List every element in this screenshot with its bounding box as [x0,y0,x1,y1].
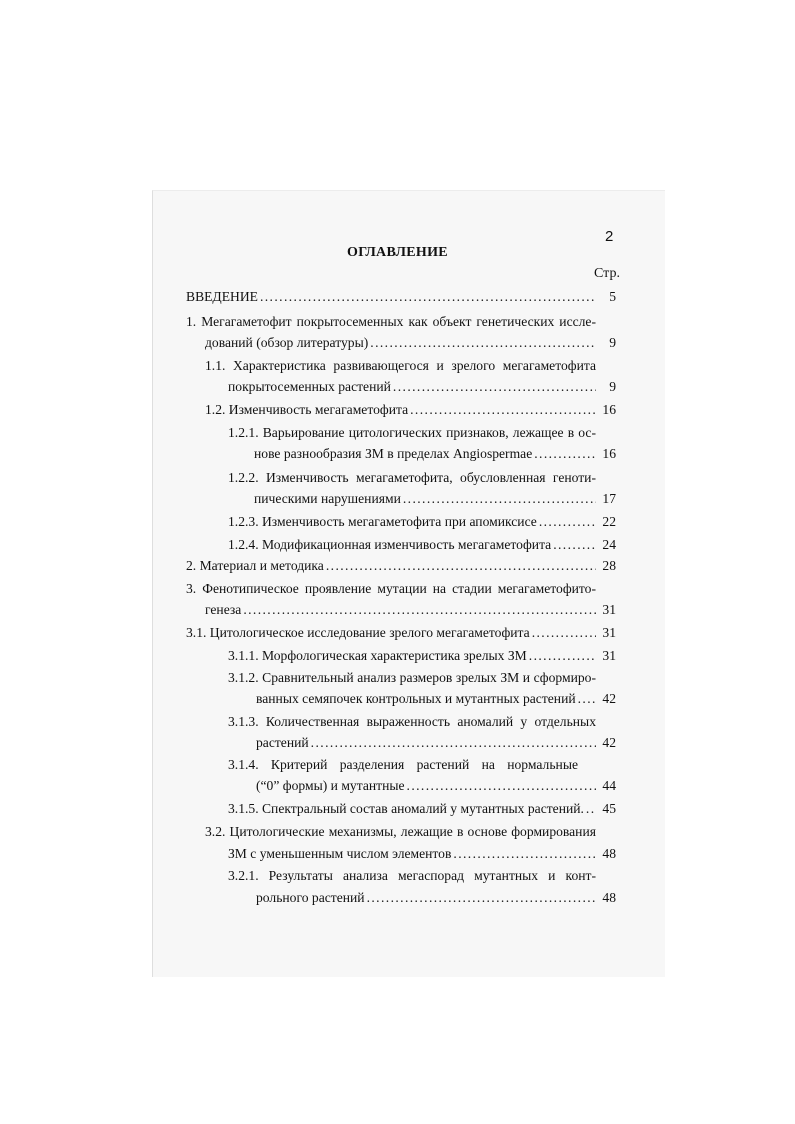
toc-entry-text: 3.1.5. Спектральный состав аномалий у мутантных растений. [228,801,584,816]
leader-dots [391,377,596,397]
toc-entry-s3-1-5[interactable] [228,799,616,819]
toc-entry-page: 9 [609,335,616,350]
toc-entry-page: 42 [602,735,616,750]
leader-dots [405,776,596,796]
leader-dots [365,888,596,908]
leader-dots [408,400,596,420]
leader-dots [258,287,596,307]
page-number: 2 [605,228,614,245]
toc-entry-s3-2-1[interactable] [256,888,616,908]
toc-entry-text: ВВЕДЕНИЕ [186,289,258,304]
toc-entry-s3-1-3-line1[interactable]: 3.1.3. Количественная выраженность аномалий у отдельных [228,714,596,729]
toc-entry-page: 31 [602,625,616,640]
toc-entry-s1-2-4[interactable] [228,535,616,555]
toc-entry-page: 24 [602,537,616,552]
leader-dots [401,489,596,509]
toc-entry-text: растений [256,735,309,750]
leader-dots [368,333,596,353]
leader-dots [451,844,596,864]
toc-entry-text: 3.1. Цитологическое исследование зрелого мегагаметофита [186,625,530,640]
toc-entry-text: пическими нарушениями [254,491,401,506]
toc-entry-s1-2-1-line1[interactable]: 1.2.1. Варьирование цитологических признаков, лежащее в ос- [228,425,596,440]
toc-entry-page: 31 [602,648,616,663]
toc-entry-page: 31 [602,602,616,617]
leader-dots [584,799,596,819]
toc-entry-text: ванных семяпочек контрольных и мутантных растений [256,691,576,706]
leader-dots [309,733,596,753]
toc-entry-s1[interactable] [205,333,616,353]
leader-dots [324,556,596,576]
leader-dots [530,623,596,643]
toc-entry-intro[interactable] [186,287,616,307]
toc-entry-s3-1-1[interactable] [228,646,616,666]
toc-entry-s3-1-2[interactable] [256,689,616,709]
toc-entry-s3-2-1-line1[interactable]: 3.2.1. Результаты анализа мегаспорад мутантных и конт- [228,868,596,883]
toc-entry-text: покрытосеменных растений [228,379,391,394]
toc-entry-text: 2. Материал и методика [186,558,324,573]
toc-entry-s1-2[interactable] [205,400,616,420]
toc-entry-text: 3.1.1. Морфологическая характеристика зрелых ЗМ [228,648,527,663]
toc-entry-page: 48 [602,890,616,905]
toc-entry-page: 16 [602,446,616,461]
toc-entry-text: 1.2. Изменчивость мегагаметофита [205,402,409,417]
toc-entry-s1-2-2-line1[interactable]: 1.2.2. Изменчивость мегагаметофита, обусловленная геноти- [228,470,596,485]
leader-dots [527,646,596,666]
toc-entry-s3-1-4[interactable] [256,776,616,796]
toc-entry-text: 1.2.3. Изменчивость мегагаметофита при апомиксисе [228,514,537,529]
toc-entry-s1-2-3[interactable] [228,512,616,532]
leader-dots [551,535,596,555]
toc-entry-page: 44 [602,778,616,793]
toc-entry-s1-line1[interactable]: 1. Мегагаметофит покрытосеменных как объект генетических иссле- [186,314,596,329]
toc-entry-s2[interactable] [186,556,616,576]
toc-entry-page: 48 [602,846,616,861]
toc-entry-page: 45 [602,801,616,816]
toc-entry-page: 9 [609,379,616,394]
toc-entry-s3-line1[interactable]: 3. Фенотипическое проявление мутации на стадии мегагаметофито- [186,581,596,596]
toc-entry-text: ЗМ с уменьшенным числом элементов [228,846,452,861]
toc-entry-s1-1[interactable] [228,377,616,397]
toc-entry-page: 5 [609,289,616,304]
toc-entry-s3-1[interactable] [186,623,616,643]
toc-entry-s3-1-3[interactable] [256,733,616,753]
toc-entry-text: (“0” формы) и мутантные [256,778,405,793]
leader-dots [537,512,596,532]
toc-entry-text: дований (обзор литературы) [205,335,369,350]
page-title: ОГЛАВЛЕНИЕ [347,245,448,260]
toc-entry-text: 1.2.4. Модификационная изменчивость мегагаметофита [228,537,552,552]
leader-dots [576,689,596,709]
toc-entry-page: 17 [602,491,616,506]
toc-entry-page: 28 [602,558,616,573]
page-column-header: Стр. [594,266,620,281]
toc-entry-s3[interactable] [205,600,616,620]
leader-dots [532,444,596,464]
toc-entry-s3-1-4-line1[interactable]: 3.1.4. Критерий разделения растений на нормальные [228,757,578,772]
toc-entry-text: нове разнообразия ЗМ в пределах Angiospermae [254,446,533,461]
toc-entry-s3-2-line1[interactable]: 3.2. Цитологические механизмы, лежащие в основе формирования [205,824,596,839]
toc-entry-s1-2-2[interactable] [254,489,616,509]
toc-entry-page: 42 [602,691,616,706]
toc-entry-s3-1-2-line1[interactable]: 3.1.2. Сравнительный анализ размеров зрелых ЗМ и сформиро- [228,670,596,685]
toc-entry-text: генеза [205,602,242,617]
toc-entry-s1-2-1[interactable] [254,444,616,464]
toc-entry-s1-1-line1[interactable]: 1.1. Характеристика развивающегося и зрелого мегагаметофита [205,358,596,373]
toc-entry-page: 16 [602,402,616,417]
toc-entry-page: 22 [602,514,616,529]
toc-entry-text: рольного растений [256,890,365,905]
toc-entry-s3-2[interactable] [228,844,616,864]
leader-dots [241,600,596,620]
